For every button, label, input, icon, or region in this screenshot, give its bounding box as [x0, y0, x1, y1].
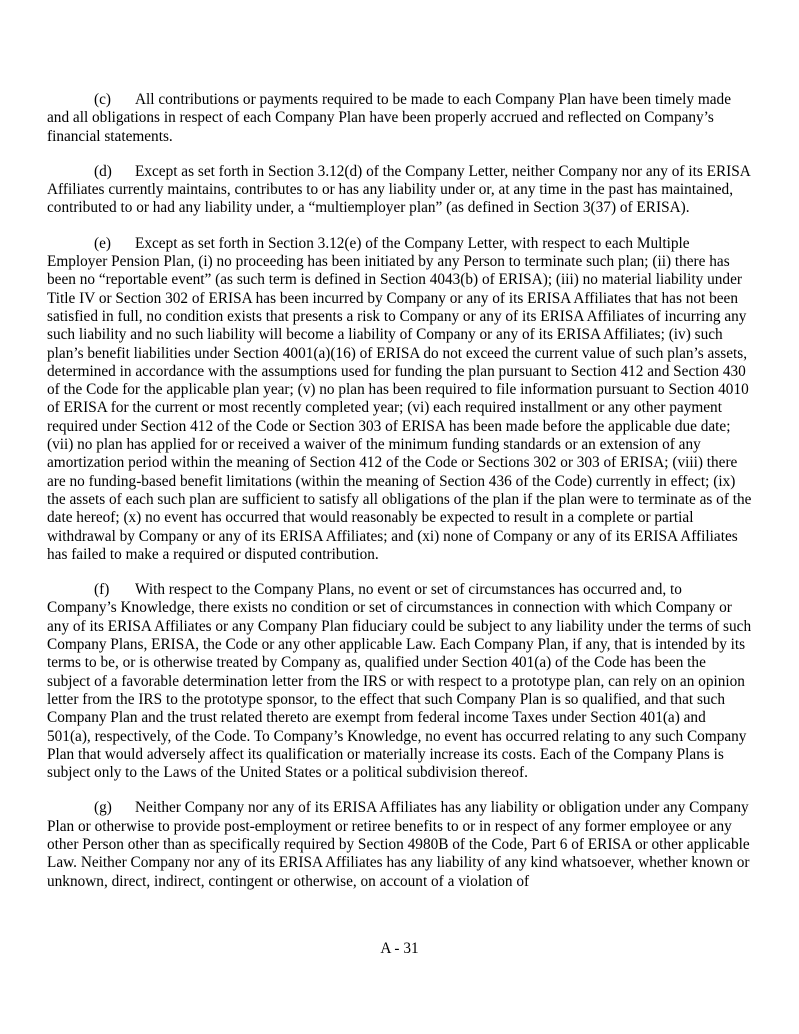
paragraph-label: (d) — [94, 162, 112, 180]
paragraph-e — [47, 235, 752, 564]
paragraph-label: (e) — [94, 234, 111, 252]
paragraph-label: (c) — [94, 91, 111, 108]
paragraph-label: (f) — [94, 581, 110, 599]
paragraph-d — [47, 163, 752, 218]
page-number: A - 31 — [380, 940, 419, 957]
paragraph-g — [47, 799, 752, 890]
paragraph-text: Except as set forth in Section 3.12(e) of the Company Letter, with respect to each Multiple Employer Pension Plan, (i) no proceeding has been initiated by any Person to terminate such plan; (ii) there has been no “reportable event” (as such term is defined in Section 4043(b) of ERISA); (iii) no material liability under Title IV or Section 302 of ERISA has been incurred by Company or any of its ERISA Affiliates that has not been satisfied in full, no condition exists that presents a risk to Company or any of its ERISA Affiliates of incurring any such liability and no such liability will become a liability of Company or any of its ERISA Affiliates; (iv) such plan’s benefit liabilities under Section 4001(a)(16) of ERISA do not exceed the current value of such plan’s assets, determined in accordance with the assumptions used for funding the plan pursuant to Section 412 and Section 430 of the Code for the applicable plan year; (v) no plan has been required to file information pursuant to Section 4010 of ERISA for the current or most recently completed year; (vi) each required installment or any other payment required under Section 412 of the Code or Section 303 of ERISA has been made before the applicable due date; (vii) no plan has applied for or received a waiver of the minimum funding standards or an extension of any amortization period within the meaning of Section 412 of the Code or Sections 302 or 303 of ERISA; (viii) there are no funding-based benefit limitations (within the meaning of Section 436 of the Code) currently in effect; (ix) the assets of each such plan are sufficient to satisfy all obligations of the plan if the plan were to terminate as of the date hereof; (x) no event has occurred that would reasonably be expected to result in a complete or partial withdrawal by Company or any of its ERISA Affiliates; and (xi) none of Company or any of its ERISA Affiliates has failed to make a required or disputed contribution. — [47, 234, 752, 563]
paragraph-text: Except as set forth in Section 3.12(d) of the Company Letter, neither Company nor any of its ERISA Affiliates currently maintains, contributes to or has any liability under or, at any time in the past has maintained, contributed to or had any liability under, a “multiemployer plan” (as defined in Section 3(37) of ERISA). — [47, 162, 750, 217]
paragraph-text: Neither Company nor any of its ERISA Affiliates has any liability or obligation under any Company Plan or otherwise to provide post-employment or retiree benefits to or in respect of any former employee or any other Person other than as specifically required by Section 4980B of the Code, Part 6 of ERISA or other applicable Law. Neither Company nor any of its ERISA Affiliates has any liability of any kind whatsoever, whether known or unknown, direct, indirect, contingent or otherwise, on account of a violation of — [47, 799, 750, 890]
paragraph-f — [47, 581, 752, 782]
paragraph-label: (g) — [94, 799, 112, 817]
paragraph-text: With respect to the Company Plans, no event or set of circumstances has occurred and, to Company’s Knowledge, there exists no condition or set of circumstances in connection with which Company or any of its ERISA Affiliates or any Company Plan fiduciary could be subject to any liability under the terms of such Company Plans, ERISA, the Code or any other applicable Law. Each Company Plan, if any, that is intended by its terms to be, or is otherwise treated by Company as, qualified under Section 401(a) of the Code has been the subject of a favorable determination letter from the IRS or with respect to a prototype plan, can rely on an opinion letter from the IRS to the prototype sponsor, to the effect that such Company Plan is so qualified, and that such Company Plan and the trust related thereto are exempt from federal income Taxes under Section 401(a) and 501(a), respectively, of the Code. To Company’s Knowledge, no event has occurred relating to any such Company Plan that would adversely affect its qualification or materially increase its costs. Each of the Company Plans is subject only to the Laws of the United States or a political subdivision thereof. — [47, 581, 752, 782]
paragraph-text: All contributions or payments required to be made to each Company Plan have been timely made and all obligations in respect of each Company Plan have been properly accrued and reflected on Company’s financial statements. — [47, 91, 731, 145]
document-body — [47, 91, 752, 908]
paragraph-c — [47, 91, 752, 146]
